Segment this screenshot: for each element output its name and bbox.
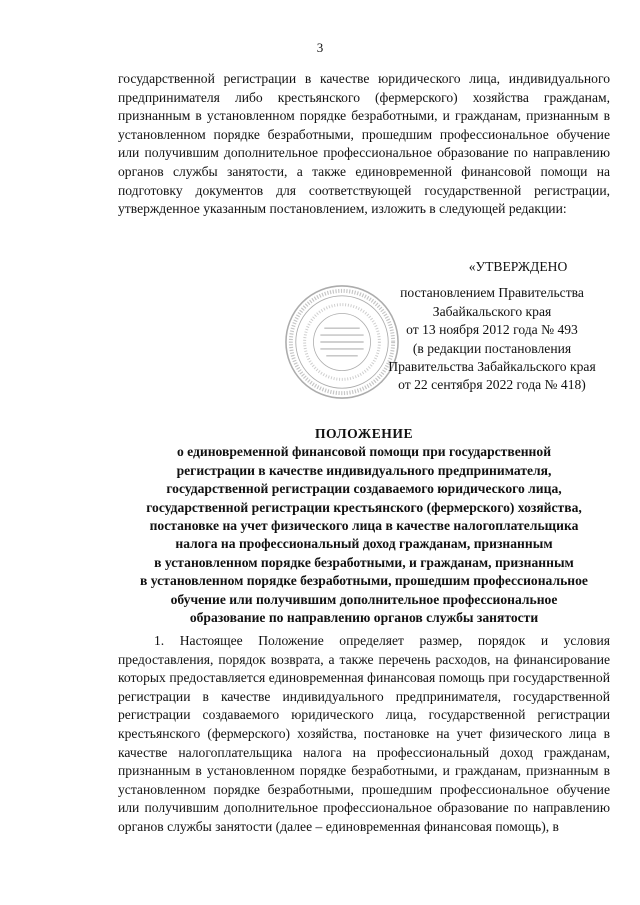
approval-line: Забайкальского края [432,303,552,319]
subtitle-line: образование по направлению органов службы занятости [189,610,539,626]
subtitle-line: обучение или получившим дополнительное профессиональное [170,591,558,607]
approval-block [372,258,612,395]
subtitle-line: постановке на учет физического лица в качестве налогоплательщика [149,518,579,534]
subtitle-line: в установленном порядке безработными, прошедшим профессиональное [140,573,588,589]
approval-line: Правительства Забайкальского края [388,359,596,375]
subtitle-line: государственной регистрации крестьянского (фермерского) хозяйства, [146,499,582,515]
paragraph-1: 1. Настоящее Положение определяет размер, порядок и условия предоставления, порядок возврата, а также перечень расходов, на финансирование которых предоставляется единовременная финансовая помощь при государственной регистрации в качестве индивидуального предпринимателя, государственной регистрации создаваемого юридического лица, государственной регистрации крестьянского (фермерского) хозяйства, постановке на учет физического лица в качестве налогоплательщика налога на профессиональный доход гражданам, признанным в установленном порядке безработными, и гражданам, признанным в установленном порядке безработными, прошедшим профессиональное обучение или получившим дополнительное профессиональное образование по направлению органов службы занятости (далее – единовременная финансовая помощь), в [118,633,610,834]
subtitle-line: государственной регистрации создаваемого юридического лица, [166,481,562,497]
intro-paragraph: государственной регистрации в качестве юридического лица, индивидуального предпринимателя либо крестьянского (фермерского) хозяйства гражданам, признанным в установленном порядке безработными, и гражданам, признанным в установленном порядке безработными, прошедшим профессиональное обучение или получившим дополнительное профессиональное образование по направлению органов службы занятости, а также единовременной финансовой помощи на подготовку документов для соответствующей государственной регистрации, утвержденное указанным постановлением, изложить в следующей редакции: [118,71,610,217]
subtitle-line: о единовременной финансовой помощи при государственной [176,444,552,460]
document-title-block [118,425,610,627]
approval-line: постановлением Правительства [400,285,584,301]
approval-heading: «УТВЕРЖДЕНО [468,259,568,274]
approval-line: от 13 ноября 2012 года № 493 [406,322,578,338]
document-title: ПОЛОЖЕНИЕ [314,426,414,441]
approval-line: от 22 сентября 2022 года № 418) [398,377,586,393]
approval-line: (в редакции постановления [412,340,572,356]
subtitle-line: регистрации в качестве индивидуального предпринимателя, [176,462,552,478]
page-number: 3 [316,40,324,55]
subtitle-line: в установленном порядке безработными, и гражданам, признанным [154,554,574,570]
stamp-center-lines [320,328,363,356]
subtitle-line: налога на профессиональный доход гражданам, признанным [175,536,553,552]
